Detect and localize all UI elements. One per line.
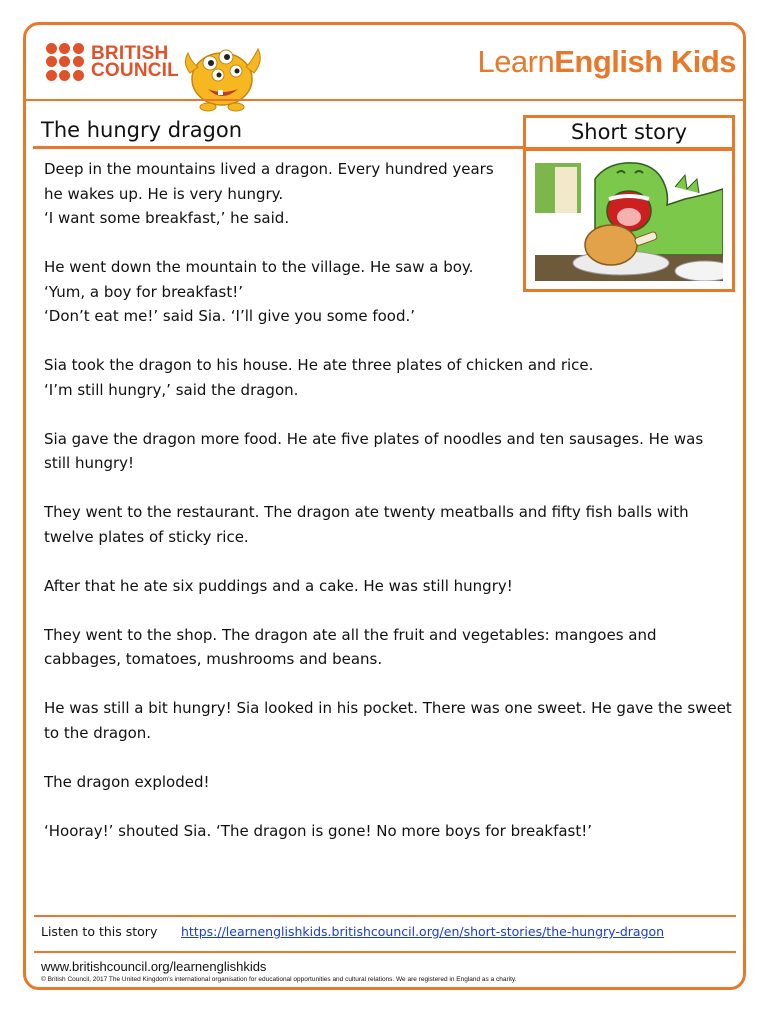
footer-legal: © British Council, 2017 The United Kingdom’s international organisation for educational opportunities and cultural relations. We are registered in England as a charity.	[41, 976, 517, 983]
story-paragraph: The dragon exploded!	[44, 772, 210, 791]
page-title: The hungry dragon	[41, 118, 243, 142]
title-box	[33, 115, 523, 149]
footer-url: www.britishcouncil.org/learnenglishkids	[41, 959, 267, 974]
monster-mascot-icon	[178, 33, 266, 113]
story-paragraph: He went down the mountain to the village. He saw a boy. ‘Yum, a boy for breakfast!’ ‘Don’t eat me!’ said Sia. ‘I’ll give you some food.’	[44, 258, 474, 325]
listen-top-divider	[34, 915, 736, 917]
story-audio-link[interactable]: https://learnenglishkids.britishcouncil.org/en/short-stories/the-hungry-dragon	[181, 924, 665, 939]
story-type-badge: Short story	[523, 115, 735, 150]
story-paragraph: Deep in the mountains lived a dragon. Every hundred years he wakes up. He is very hungry. ‘I want some breakfast,’ he said.	[44, 160, 494, 227]
story-paragraph: Sia took the dragon to his house. He ate three plates of chicken and rice. ‘I’m still hungry,’ said the dragon.	[44, 356, 594, 399]
header-divider	[26, 99, 743, 101]
story-paragraph: They went to the shop. The dragon ate all the fruit and vegetables: mangoes and cabbages, tomatoes, mushrooms and beans.	[44, 625, 657, 668]
story-paragraph: ‘Hooray!’ shouted Sia. ‘The dragon is gone! No more boys for breakfast!’	[44, 821, 593, 840]
story-paragraph: After that he ate six puddings and a cake. He was still hungry!	[44, 576, 513, 595]
british-council-logo[interactable]	[46, 43, 179, 81]
story-paragraph: Sia gave the dragon more food. He ate five plates of noodles and ten sausages. He was still hungry!	[44, 429, 704, 472]
story-paragraph: They went to the restaurant. The dragon ate twenty meatballs and fifty fish balls with twelve plates of sticky rice.	[44, 503, 689, 546]
listen-bottom-divider	[34, 951, 736, 953]
story-paragraph: He was still a bit hungry! Sia looked in his pocket. There was one sweet. He gave the sweet to the dragon.	[44, 699, 732, 742]
bc-wordmark: BRITISH COUNCIL	[91, 43, 179, 81]
bc-dots-icon	[46, 43, 84, 81]
story-text	[44, 157, 734, 868]
learnenglish-kids-logo[interactable]: LearnEnglish Kids	[477, 44, 736, 79]
listen-label: Listen to this story	[41, 924, 158, 939]
